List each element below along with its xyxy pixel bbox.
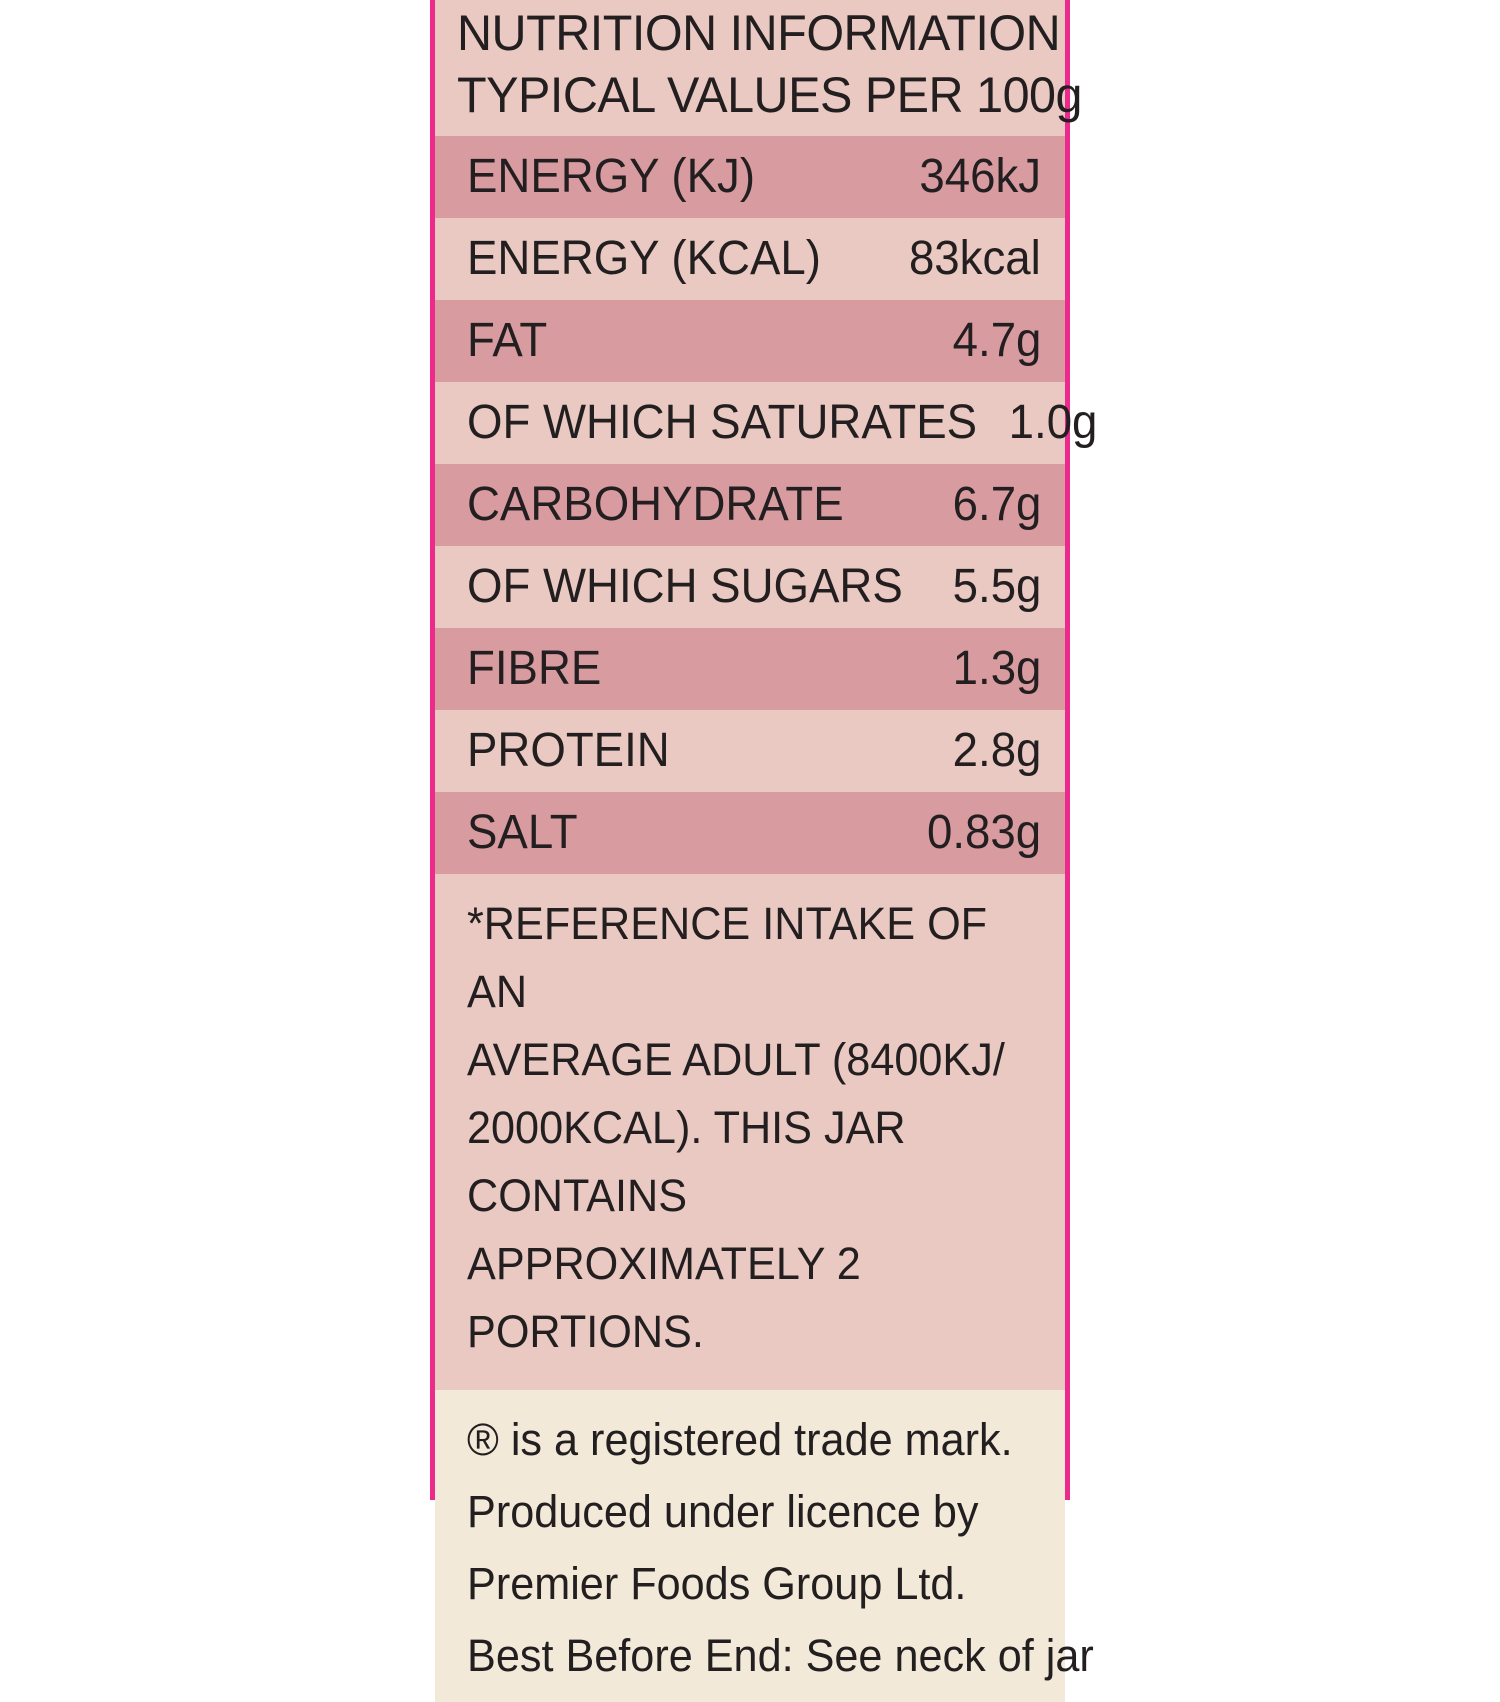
nutrition-panel	[430, 0, 1098, 1681]
nutrient-label: ENERGY (KJ)	[467, 150, 756, 203]
table-row	[435, 382, 1098, 464]
nutrient-value: 0.83g	[926, 806, 1041, 859]
nutrient-label: OF WHICH SUGARS	[467, 560, 903, 613]
table-row	[435, 136, 1065, 218]
nutrient-value: 346kJ	[919, 150, 1041, 203]
table-row	[435, 710, 1065, 792]
nutrient-value: 1.3g	[952, 642, 1041, 695]
legal-line: ® is a registered trade mark.	[467, 1414, 1013, 1465]
panel-title-line-1: NUTRITION INFORMATION	[457, 5, 1061, 61]
legal-line: Premier Foods Group Ltd.	[467, 1558, 967, 1609]
nutrient-label: OF WHICH SATURATES	[467, 396, 978, 449]
nutrient-label: FIBRE	[467, 642, 602, 695]
nutrient-value: 6.7g	[952, 478, 1041, 531]
table-row	[435, 546, 1065, 628]
nutrient-value: 83kcal	[909, 232, 1041, 285]
footnote-line: APPROXIMATELY 2 PORTIONS.	[467, 1238, 861, 1357]
nutrient-value: 5.5g	[952, 560, 1041, 613]
nutrient-label: SALT	[467, 806, 578, 859]
legal-line: Best Before End: See neck of jar	[467, 1630, 1094, 1681]
legal-line: Produced under licence by	[467, 1486, 979, 1537]
nutrient-label: PROTEIN	[467, 724, 670, 777]
panel-title-line-2: TYPICAL VALUES PER 100g	[457, 67, 1083, 123]
footnote-line: 2000KCAL). THIS JAR CONTAINS	[467, 1102, 906, 1221]
footnote-line: *REFERENCE INTAKE OF AN	[467, 898, 988, 1017]
table-row	[435, 464, 1065, 546]
nutrient-label: FAT	[467, 314, 548, 367]
footnote-line: AVERAGE ADULT (8400KJ/	[467, 1034, 1005, 1085]
legal-block	[435, 1390, 1094, 1702]
panel-title-block	[435, 0, 1083, 136]
reference-intake-note	[435, 874, 1065, 1390]
nutrient-value: 4.7g	[952, 314, 1041, 367]
table-row	[435, 218, 1065, 300]
nutrient-label: ENERGY (KCAL)	[467, 232, 821, 285]
nutrition-table	[435, 136, 1098, 874]
table-row	[435, 300, 1065, 382]
nutrient-value: 2.8g	[952, 724, 1041, 777]
nutrient-label: CARBOHYDRATE	[467, 478, 844, 531]
table-row	[435, 792, 1065, 874]
nutrient-value: 1.0g	[1008, 396, 1098, 449]
table-row	[435, 628, 1065, 710]
